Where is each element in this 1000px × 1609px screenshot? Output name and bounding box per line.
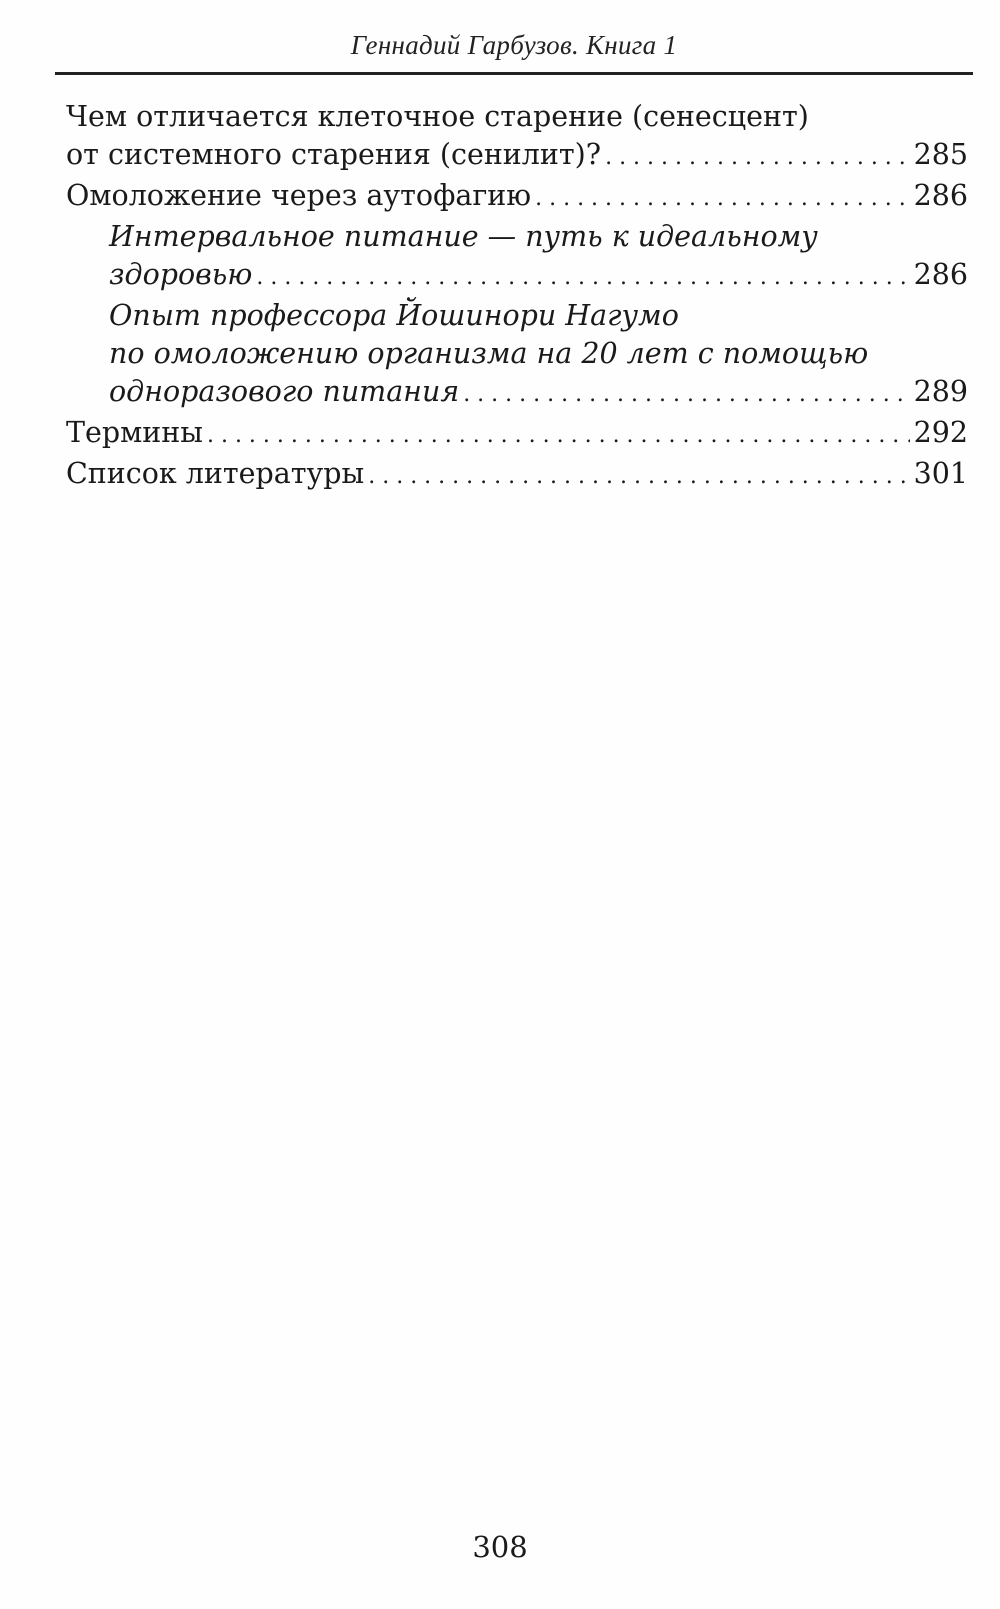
header-rule xyxy=(55,72,973,75)
toc-entry-2 xyxy=(66,177,968,218)
toc-entry-1-line-1 xyxy=(66,98,968,136)
dot-leader xyxy=(463,373,909,414)
toc-entry-4-line-2 xyxy=(66,335,968,373)
toc-entry-text: Список литературы xyxy=(66,457,365,490)
toc-entry-4-line-1 xyxy=(66,297,968,335)
dot-leader xyxy=(605,136,910,177)
toc-entry-text: Термины xyxy=(66,416,203,449)
toc-entry-6 xyxy=(66,455,968,496)
toc-entry-text: Опыт профессора Йошинори Нагумо xyxy=(109,299,679,332)
toc-entry-text: одноразового питания xyxy=(109,375,460,408)
toc-page-number: 289 xyxy=(913,375,968,408)
toc-entry-text: Омоложение через аутофагию xyxy=(66,179,532,212)
toc-entry-text: Интервальное питание — путь к идеальному xyxy=(109,220,818,253)
toc-page-number: 292 xyxy=(913,416,968,449)
toc-entry-3-line-1 xyxy=(66,218,968,256)
dot-leader xyxy=(256,256,909,297)
toc-entry-1-line-2 xyxy=(66,136,968,177)
toc-entry-text: Чем отличается клеточное старение (сенесцент) xyxy=(66,100,809,133)
dot-leader xyxy=(368,455,909,496)
toc-entry-5 xyxy=(66,414,968,455)
page-number: 308 xyxy=(472,1530,528,1564)
table-of-contents xyxy=(66,98,968,496)
toc-entry-3-line-2 xyxy=(66,256,968,297)
dot-leader xyxy=(535,177,909,218)
toc-entry-text: от системного старения (сенилит)? xyxy=(66,138,602,171)
dot-leader xyxy=(207,414,910,455)
toc-page-number: 285 xyxy=(913,138,968,171)
toc-entry-4-line-3 xyxy=(66,373,968,414)
toc-page-number: 286 xyxy=(913,179,968,212)
running-header: Геннадий Гарбузов. Книга 1 xyxy=(350,30,678,60)
toc-entry-text: здоровью xyxy=(109,258,253,291)
toc-page-number: 301 xyxy=(913,457,968,490)
toc-page-number: 286 xyxy=(913,258,968,291)
toc-entry-text: по омоложению организма на 20 лет с помощью xyxy=(109,337,869,370)
